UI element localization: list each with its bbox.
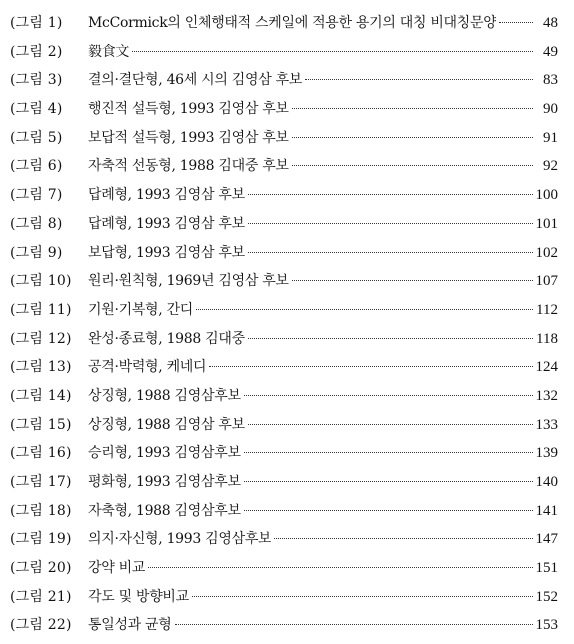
dot-leader: [148, 566, 532, 568]
figure-label: (그림 5): [10, 129, 63, 146]
dot-leader: [196, 308, 533, 310]
dot-leader: [292, 136, 533, 138]
figure-title: 공격·박력형, 케네디: [88, 359, 207, 376]
figure-label: (그림 15): [10, 416, 72, 433]
page-number: 83: [543, 72, 558, 89]
dot-leader: [192, 595, 533, 597]
dot-leader: [248, 423, 533, 425]
figure-title: 강약 비교: [88, 560, 146, 577]
figure-list-entry: [10, 239, 558, 268]
figure-label: (그림 14): [10, 387, 72, 404]
figure-title: 평화형, 1993 김영삼후보: [88, 474, 241, 490]
page-number: 112: [536, 301, 558, 318]
figure-list-entry: [10, 9, 558, 38]
figure-list-entry: [10, 267, 558, 296]
page-number: 124: [535, 359, 558, 376]
dot-leader: [248, 222, 533, 224]
page-number: 100: [535, 187, 558, 204]
figure-title: 자축형, 1988 김영삼후보: [88, 502, 241, 519]
page-number: 49: [543, 43, 558, 60]
dot-leader: [244, 394, 533, 396]
figure-label: (그림 17): [10, 474, 72, 490]
figure-title: 기원·기복형, 간디: [88, 301, 194, 318]
page-number: 90: [543, 101, 558, 118]
page-number: 152: [535, 588, 558, 605]
dot-leader: [244, 451, 533, 453]
page-number: 107: [535, 273, 558, 290]
page-number: 151: [535, 560, 558, 577]
figure-title: 毅食文: [88, 43, 130, 60]
figure-list-entry: [10, 325, 558, 354]
figure-title: 상징형, 1988 김영삼 후보: [88, 416, 245, 433]
figure-title: 답례형, 1993 김영삼 후보: [88, 215, 245, 232]
dot-leader: [292, 164, 533, 166]
dot-leader: [292, 279, 533, 281]
figure-label: (그림 12): [10, 330, 72, 347]
figure-title: 답례형, 1993 김영삼 후보: [88, 187, 245, 204]
figure-title: 의지·자신형, 1993 김영삼후보: [88, 531, 272, 548]
figure-label: (그림 6): [10, 158, 63, 175]
figure-title: 완성·종료형, 1988 김대중: [88, 330, 245, 347]
figure-list-entry: [10, 95, 558, 124]
figure-list-entry: [10, 353, 558, 382]
figure-list: [10, 9, 558, 640]
dot-leader: [248, 193, 533, 195]
figure-label: (그림 21): [10, 588, 72, 605]
dot-leader: [499, 21, 533, 23]
figure-list-entry: [10, 525, 558, 554]
figure-list-entry: [10, 38, 558, 67]
figure-list-entry: [10, 611, 558, 640]
figure-list-entry: [10, 497, 558, 526]
figure-label: (그림 19): [10, 531, 72, 548]
dot-leader: [248, 251, 533, 253]
figure-list-entry: [10, 124, 558, 153]
figure-list-entry: [10, 296, 558, 325]
figure-title: 자축적 선동형, 1988 김대중 후보: [88, 158, 289, 175]
dot-leader: [274, 537, 532, 539]
page-number: 102: [535, 244, 558, 261]
figure-label: (그림 11): [10, 301, 72, 318]
figure-label: (그림 4): [10, 101, 63, 118]
figure-title: 각도 및 방향비교: [88, 588, 189, 605]
page-number: 91: [543, 129, 558, 146]
dot-leader: [305, 78, 533, 80]
figure-list-entry: [10, 210, 558, 239]
dot-leader: [244, 480, 533, 482]
figure-title: 결의·결단형, 46세 시의 김영삼 후보: [88, 72, 303, 89]
page-number: 48: [543, 15, 558, 31]
dot-leader: [209, 365, 532, 367]
figure-list-entry: [10, 181, 558, 210]
figure-title: 승리형, 1993 김영삼후보: [88, 445, 241, 462]
figure-list-entry: [10, 66, 558, 95]
dot-leader: [292, 107, 533, 109]
page-number: 139: [535, 445, 558, 462]
dot-leader: [248, 337, 533, 339]
page-number: 133: [535, 416, 558, 433]
dot-leader: [244, 509, 533, 511]
figure-label: (그림 7): [10, 187, 63, 204]
figure-title: 통일성과 균형: [88, 617, 172, 634]
figure-list-entry: [10, 382, 558, 411]
dot-leader: [132, 50, 533, 52]
dot-leader: [175, 623, 533, 625]
figure-label: (그림 9): [10, 244, 63, 261]
page-number: 141: [535, 502, 558, 519]
figure-label: (그림 22): [10, 617, 72, 634]
figure-label: (그림 1): [10, 15, 63, 31]
figure-title: 행진적 설득형, 1993 김영삼 후보: [88, 101, 289, 118]
figure-title: 상징형, 1988 김영삼후보: [88, 387, 241, 404]
figure-title: 원리·원칙형, 1969년 김영삼 후보: [88, 273, 289, 290]
figure-list-entry: [10, 411, 558, 440]
figure-label: (그림 13): [10, 359, 72, 376]
figure-list-entry: [10, 583, 558, 612]
figure-label: (그림 8): [10, 215, 63, 232]
figure-label: (그림 3): [10, 72, 63, 89]
figure-title: 보답형, 1993 김영삼 후보: [88, 244, 245, 261]
page-number: 101: [535, 215, 558, 232]
page-number: 140: [535, 474, 558, 490]
figure-list-entry: [10, 152, 558, 181]
figure-list-entry: [10, 468, 558, 497]
page-number: 147: [535, 531, 558, 548]
figure-list-entry: [10, 439, 558, 468]
figure-label: (그림 18): [10, 502, 72, 519]
page-number: 118: [536, 330, 558, 347]
page-number: 92: [543, 158, 558, 175]
page-number: 132: [535, 387, 558, 404]
figure-label: (그림 20): [10, 560, 72, 577]
figure-label: (그림 10): [10, 273, 72, 290]
figure-label: (그림 16): [10, 445, 72, 462]
figure-label: (그림 2): [10, 43, 63, 60]
figure-title: 보답적 설득형, 1993 김영삼 후보: [88, 129, 289, 146]
figure-list-entry: [10, 554, 558, 583]
figure-title: McCormick의 인체행태적 스케일에 적용한 용기의 대칭 비대칭문양: [88, 15, 497, 31]
page-number: 153: [535, 617, 558, 634]
